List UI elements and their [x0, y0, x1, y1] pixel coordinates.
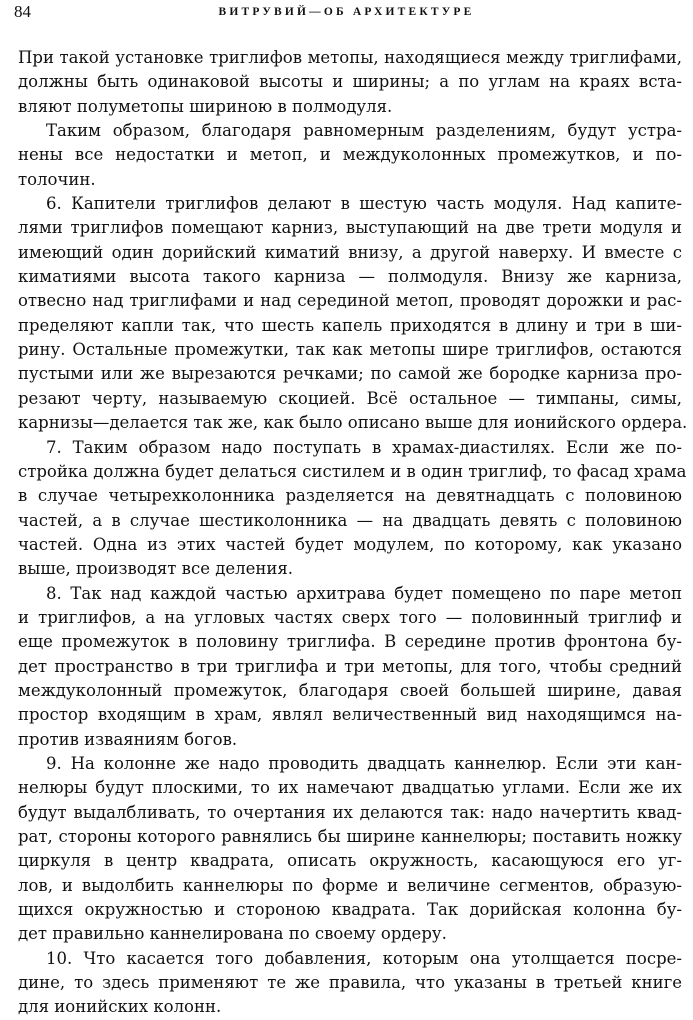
text-line: пустыми или же вырезаются речками; по самой же бородке карниза про-	[18, 364, 682, 384]
text-line: Таким образом, благодаря равномерным разделениям, будут устра-	[46, 121, 682, 141]
text-line: отвесно над триглифами и над серединой метоп, проводят дорожки и рас-	[18, 291, 682, 311]
text-line: и триглифов, а на угловых частях сверх того — половинный триглиф и	[18, 607, 682, 627]
text-line: для ионийских колонн.	[18, 997, 222, 1017]
text-line: междуколонный промежуток, благодаря своей большей ширине, давая	[18, 680, 682, 700]
text-line: толочин.	[18, 169, 96, 189]
text-line: дет пространство в три триглифа и три метопы, для того, чтобы средний	[18, 656, 682, 676]
text-line: 8. Так над каждой частью архитрава будет помещено по паре метоп	[46, 583, 682, 603]
text-line: нелюры будут плоскими, то их намечают двадцатью углами. Если же их	[18, 778, 682, 798]
text-line: резают черту, называемую скоцией. Всё остальное — тимпаны, симы,	[18, 388, 682, 408]
text-line: рину. Остальные промежутки, так как метопы шире триглифов, остаются	[18, 340, 682, 360]
text-line: карнизы—делается так же, как было описано выше для ионийского ордера.	[18, 413, 688, 433]
text-line: вляют полуметопы шириною в полмодуля.	[18, 96, 393, 116]
text-line: При такой установке триглифов метопы, находящиеся между триглифами,	[18, 48, 682, 67]
text-line: простор входящим в храм, являл величественный вид находящимся на-	[18, 705, 682, 725]
text-line: нены все недостатки и метоп, и междуколонных промежутков, и по-	[18, 145, 682, 165]
text-line: в случае четырехколонника разделяется на девятнадцать с половиною	[18, 486, 682, 506]
text-line: против изваяниям богов.	[18, 729, 238, 749]
text-line: будут выдалбливать, то очертания их делаются так: надо начертить квад-	[18, 802, 682, 822]
text-line: частей. Одна из этих частей будет модулем, по которому, как указано	[18, 534, 682, 554]
body-text	[18, 46, 688, 1020]
text-line: 7. Таким образом надо поступать в храмах-диастилях. Если же по-	[46, 437, 682, 457]
text-line: лов, и выдолбить каннелюры по форме и величине сегментов, образую-	[18, 875, 682, 895]
text-line: пределяют капли так, что шесть капель приходятся в длину и три в ши-	[18, 315, 682, 335]
text-line: рат, стороны которого равнялись бы ширине каннелюры; поставить ножку	[18, 827, 682, 846]
text-line: 6. Капители триглифов делают в шестую часть модуля. Над капите-	[46, 194, 682, 214]
text-line: дет правильно каннелирована по своему ордеру.	[18, 924, 447, 944]
text-line: должны быть одинаковой высоты и ширины; а по углам на краях вста-	[18, 72, 682, 92]
text-line: циркуля в центр квадрата, описать окружность, касающуюся его уг-	[18, 851, 682, 871]
page-number: 84	[14, 2, 31, 21]
text-line: щихся окружностью и стороною квадрата. Так дорийская колонна бу-	[18, 900, 682, 920]
page-header	[14, 2, 679, 30]
text-line: дине, то здесь применяют те же правила, что указаны в третьей книге	[18, 973, 682, 993]
text-line: 10. Что касается того добавления, которым она утолщается посре-	[46, 948, 682, 968]
running-title: ВИТРУВИЙ—ОБ АРХИТЕКТУРЕ	[218, 6, 475, 18]
text-line: частей, а в случае шестиколонника — на двадцать девять с половиною	[18, 510, 682, 530]
text-line: выше, производят все деления.	[18, 559, 294, 579]
text-line: имеющий один дорийский киматий внизу, а другой наверху. И вместе с	[18, 242, 682, 262]
text-line: киматиями высота такого карниза — полмодуля. Внизу же карниза,	[18, 267, 682, 287]
text-line: 9. На колонне же надо проводить двадцать каннелюр. Если эти кан-	[46, 753, 682, 773]
text-line: стройка должна будет делаться систилем и в один триглиф, то фасад храма	[18, 461, 687, 481]
text-line: еще промежуток в половину триглифа. В середине против фронтона бу-	[18, 632, 682, 652]
text-line: лями триглифов помещают карниз, выступающий на две трети модуля и	[18, 218, 682, 238]
